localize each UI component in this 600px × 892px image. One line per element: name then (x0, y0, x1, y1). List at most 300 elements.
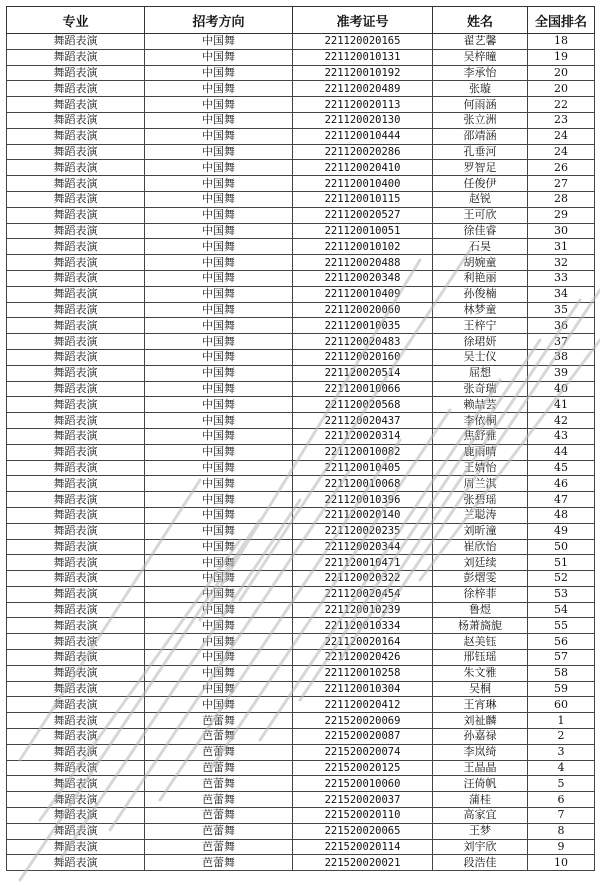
cell-major: 舞蹈表演 (7, 428, 145, 444)
cell-major: 舞蹈表演 (7, 97, 145, 113)
cell-name: 罗智足 (433, 160, 528, 176)
cell-major: 舞蹈表演 (7, 128, 145, 144)
cell-name: 张立洲 (433, 112, 528, 128)
cell-name: 杨萧旖旎 (433, 618, 528, 634)
cell-major: 舞蹈表演 (7, 634, 145, 650)
cell-rank: 3 (528, 744, 595, 760)
table-row (7, 634, 595, 650)
cell-direction: 中国舞 (145, 191, 293, 207)
cell-direction: 中国舞 (145, 539, 293, 555)
cell-rank: 28 (528, 191, 595, 207)
cell-ticket-number: 221120010115 (293, 191, 433, 207)
header-national-rank: 全国排名 (528, 7, 595, 34)
cell-rank: 10 (528, 855, 595, 871)
table-row (7, 413, 595, 429)
cell-name: 任俊伊 (433, 176, 528, 192)
cell-major: 舞蹈表演 (7, 681, 145, 697)
cell-ticket-number: 221120010258 (293, 665, 433, 681)
cell-major: 舞蹈表演 (7, 823, 145, 839)
cell-major: 舞蹈表演 (7, 555, 145, 571)
cell-major: 舞蹈表演 (7, 286, 145, 302)
cell-name: 胡婉童 (433, 255, 528, 271)
cell-name: 周兰淇 (433, 476, 528, 492)
cell-major: 舞蹈表演 (7, 808, 145, 824)
cell-direction: 中国舞 (145, 334, 293, 350)
table-row (7, 428, 595, 444)
table-row (7, 81, 595, 97)
cell-name: 孙嘉禄 (433, 729, 528, 745)
cell-name: 赵锐 (433, 191, 528, 207)
cell-direction: 中国舞 (145, 397, 293, 413)
cell-name: 刘祉麟 (433, 713, 528, 729)
cell-ticket-number: 221520020074 (293, 744, 433, 760)
table-row (7, 191, 595, 207)
header-major: 专业 (7, 7, 145, 34)
cell-rank: 40 (528, 381, 595, 397)
table-row (7, 507, 595, 523)
ranking-sheet (6, 6, 594, 871)
cell-ticket-number: 221120010102 (293, 239, 433, 255)
cell-direction: 中国舞 (145, 81, 293, 97)
cell-ticket-number: 221120020410 (293, 160, 433, 176)
cell-major: 舞蹈表演 (7, 381, 145, 397)
cell-major: 舞蹈表演 (7, 665, 145, 681)
cell-direction: 中国舞 (145, 428, 293, 444)
cell-name: 吴桐 (433, 681, 528, 697)
cell-ticket-number: 221120020348 (293, 270, 433, 286)
cell-rank: 60 (528, 697, 595, 713)
table-row (7, 729, 595, 745)
cell-ticket-number: 221120010400 (293, 176, 433, 192)
cell-rank: 30 (528, 223, 595, 239)
cell-name: 朱文雅 (433, 665, 528, 681)
cell-rank: 4 (528, 760, 595, 776)
cell-direction: 中国舞 (145, 365, 293, 381)
cell-rank: 19 (528, 49, 595, 65)
cell-ticket-number: 221120020164 (293, 634, 433, 650)
cell-major: 舞蹈表演 (7, 413, 145, 429)
cell-major: 舞蹈表演 (7, 365, 145, 381)
cell-rank: 46 (528, 476, 595, 492)
cell-ticket-number: 221120010239 (293, 602, 433, 618)
cell-name: 李依桐 (433, 413, 528, 429)
table-row (7, 539, 595, 555)
cell-ticket-number: 221520020114 (293, 839, 433, 855)
cell-name: 张奇瑞 (433, 381, 528, 397)
cell-ticket-number: 221120020286 (293, 144, 433, 160)
cell-rank: 41 (528, 397, 595, 413)
cell-direction: 中国舞 (145, 444, 293, 460)
header-direction: 招考方向 (145, 7, 293, 34)
table-row (7, 270, 595, 286)
cell-major: 舞蹈表演 (7, 160, 145, 176)
cell-ticket-number: 221120010304 (293, 681, 433, 697)
cell-ticket-number: 221520020021 (293, 855, 433, 871)
table-body (7, 34, 595, 871)
cell-major: 舞蹈表演 (7, 334, 145, 350)
cell-name: 王婧怡 (433, 460, 528, 476)
cell-name: 李承怡 (433, 65, 528, 81)
cell-major: 舞蹈表演 (7, 49, 145, 65)
ranking-table (6, 6, 595, 871)
table-row (7, 713, 595, 729)
table-row (7, 397, 595, 413)
cell-ticket-number: 221120020483 (293, 334, 433, 350)
cell-direction: 中国舞 (145, 97, 293, 113)
cell-direction: 芭蕾舞 (145, 839, 293, 855)
cell-name: 王梓宁 (433, 318, 528, 334)
cell-direction: 中国舞 (145, 112, 293, 128)
cell-major: 舞蹈表演 (7, 112, 145, 128)
cell-name: 赖喆芸 (433, 397, 528, 413)
cell-direction: 中国舞 (145, 34, 293, 50)
cell-rank: 34 (528, 286, 595, 302)
cell-ticket-number: 221120010471 (293, 555, 433, 571)
cell-direction: 中国舞 (145, 697, 293, 713)
cell-name: 屈想 (433, 365, 528, 381)
table-row (7, 223, 595, 239)
table-row (7, 460, 595, 476)
table-row (7, 97, 595, 113)
cell-direction: 中国舞 (145, 586, 293, 602)
cell-name: 徐珺妍 (433, 334, 528, 350)
cell-direction: 中国舞 (145, 492, 293, 508)
cell-rank: 59 (528, 681, 595, 697)
cell-major: 舞蹈表演 (7, 729, 145, 745)
table-row (7, 492, 595, 508)
cell-ticket-number: 221520020087 (293, 729, 433, 745)
cell-rank: 33 (528, 270, 595, 286)
cell-direction: 芭蕾舞 (145, 713, 293, 729)
cell-name: 鲁煜 (433, 602, 528, 618)
cell-name: 刘昕潼 (433, 523, 528, 539)
cell-rank: 9 (528, 839, 595, 855)
cell-name: 兰聪涛 (433, 507, 528, 523)
header-ticket-number: 准考证号 (293, 7, 433, 34)
cell-direction: 芭蕾舞 (145, 776, 293, 792)
cell-major: 舞蹈表演 (7, 792, 145, 808)
table-row (7, 302, 595, 318)
cell-rank: 37 (528, 334, 595, 350)
cell-direction: 中国舞 (145, 571, 293, 587)
table-row (7, 176, 595, 192)
table-row (7, 555, 595, 571)
table-row (7, 586, 595, 602)
cell-ticket-number: 221120020437 (293, 413, 433, 429)
cell-name: 孙俊楠 (433, 286, 528, 302)
cell-ticket-number: 221120020235 (293, 523, 433, 539)
cell-ticket-number: 221120020140 (293, 507, 433, 523)
cell-direction: 中国舞 (145, 128, 293, 144)
cell-major: 舞蹈表演 (7, 744, 145, 760)
table-row (7, 823, 595, 839)
cell-major: 舞蹈表演 (7, 81, 145, 97)
cell-name: 吴梓曈 (433, 49, 528, 65)
cell-rank: 53 (528, 586, 595, 602)
cell-direction: 芭蕾舞 (145, 760, 293, 776)
cell-ticket-number: 221120020314 (293, 428, 433, 444)
cell-rank: 7 (528, 808, 595, 824)
cell-name: 蒲桂 (433, 792, 528, 808)
cell-direction: 中国舞 (145, 302, 293, 318)
cell-name: 何雨涵 (433, 97, 528, 113)
cell-rank: 20 (528, 81, 595, 97)
cell-name: 吴士仪 (433, 349, 528, 365)
cell-direction: 中国舞 (145, 665, 293, 681)
cell-ticket-number: 221120020165 (293, 34, 433, 50)
cell-rank: 22 (528, 97, 595, 113)
cell-rank: 20 (528, 65, 595, 81)
table-row (7, 808, 595, 824)
cell-rank: 50 (528, 539, 595, 555)
cell-name: 翟艺馨 (433, 34, 528, 50)
table-row (7, 65, 595, 81)
table-row (7, 476, 595, 492)
table-row (7, 523, 595, 539)
cell-ticket-number: 221120020514 (293, 365, 433, 381)
cell-direction: 中国舞 (145, 270, 293, 286)
cell-ticket-number: 221120010334 (293, 618, 433, 634)
cell-rank: 57 (528, 650, 595, 666)
cell-major: 舞蹈表演 (7, 239, 145, 255)
cell-direction: 中国舞 (145, 460, 293, 476)
cell-direction: 中国舞 (145, 618, 293, 634)
cell-direction: 芭蕾舞 (145, 808, 293, 824)
table-row (7, 334, 595, 350)
cell-ticket-number: 221120010444 (293, 128, 433, 144)
cell-name: 赵美钰 (433, 634, 528, 650)
cell-name: 高家宜 (433, 808, 528, 824)
cell-name: 孔垂河 (433, 144, 528, 160)
cell-major: 舞蹈表演 (7, 602, 145, 618)
cell-name: 张璇 (433, 81, 528, 97)
cell-major: 舞蹈表演 (7, 476, 145, 492)
table-row (7, 760, 595, 776)
cell-direction: 芭蕾舞 (145, 744, 293, 760)
cell-rank: 42 (528, 413, 595, 429)
cell-major: 舞蹈表演 (7, 65, 145, 81)
cell-direction: 中国舞 (145, 65, 293, 81)
cell-direction: 中国舞 (145, 349, 293, 365)
table-row (7, 128, 595, 144)
cell-ticket-number: 221120010066 (293, 381, 433, 397)
cell-major: 舞蹈表演 (7, 507, 145, 523)
cell-major: 舞蹈表演 (7, 523, 145, 539)
table-row (7, 744, 595, 760)
cell-major: 舞蹈表演 (7, 855, 145, 871)
cell-major: 舞蹈表演 (7, 302, 145, 318)
cell-rank: 44 (528, 444, 595, 460)
table-row (7, 49, 595, 65)
cell-ticket-number: 221120010405 (293, 460, 433, 476)
cell-rank: 32 (528, 255, 595, 271)
cell-rank: 56 (528, 634, 595, 650)
cell-major: 舞蹈表演 (7, 839, 145, 855)
cell-rank: 55 (528, 618, 595, 634)
cell-ticket-number: 221520020125 (293, 760, 433, 776)
cell-major: 舞蹈表演 (7, 207, 145, 223)
cell-rank: 18 (528, 34, 595, 50)
cell-ticket-number: 221520020037 (293, 792, 433, 808)
table-row (7, 618, 595, 634)
cell-major: 舞蹈表演 (7, 760, 145, 776)
table-row (7, 792, 595, 808)
cell-ticket-number: 221120020113 (293, 97, 433, 113)
cell-rank: 29 (528, 207, 595, 223)
cell-major: 舞蹈表演 (7, 618, 145, 634)
cell-ticket-number: 221120020130 (293, 112, 433, 128)
cell-name: 段浩佳 (433, 855, 528, 871)
cell-ticket-number: 221120010192 (293, 65, 433, 81)
cell-major: 舞蹈表演 (7, 650, 145, 666)
cell-direction: 中国舞 (145, 476, 293, 492)
header-row (7, 7, 595, 34)
cell-name: 焦舒雅 (433, 428, 528, 444)
cell-direction: 中国舞 (145, 286, 293, 302)
cell-major: 舞蹈表演 (7, 713, 145, 729)
cell-name: 石昊 (433, 239, 528, 255)
cell-rank: 8 (528, 823, 595, 839)
table-row (7, 776, 595, 792)
cell-rank: 48 (528, 507, 595, 523)
table-row (7, 650, 595, 666)
cell-major: 舞蹈表演 (7, 255, 145, 271)
cell-direction: 芭蕾舞 (145, 729, 293, 745)
table-row (7, 571, 595, 587)
cell-ticket-number: 221120010051 (293, 223, 433, 239)
cell-ticket-number: 221120020488 (293, 255, 433, 271)
cell-direction: 中国舞 (145, 160, 293, 176)
table-row (7, 381, 595, 397)
cell-ticket-number: 221120010131 (293, 49, 433, 65)
cell-rank: 24 (528, 144, 595, 160)
cell-direction: 中国舞 (145, 413, 293, 429)
cell-major: 舞蹈表演 (7, 34, 145, 50)
cell-rank: 49 (528, 523, 595, 539)
cell-ticket-number: 221120020344 (293, 539, 433, 555)
table-row (7, 286, 595, 302)
cell-ticket-number: 221120010396 (293, 492, 433, 508)
cell-name: 刘廷续 (433, 555, 528, 571)
cell-direction: 中国舞 (145, 523, 293, 539)
cell-name: 张碧瑶 (433, 492, 528, 508)
cell-rank: 39 (528, 365, 595, 381)
cell-name: 王可欣 (433, 207, 528, 223)
table-row (7, 144, 595, 160)
cell-name: 汪倚帆 (433, 776, 528, 792)
cell-rank: 35 (528, 302, 595, 318)
cell-name: 王宵琳 (433, 697, 528, 713)
cell-ticket-number: 221120020160 (293, 349, 433, 365)
cell-direction: 中国舞 (145, 555, 293, 571)
cell-name: 邢钰瑶 (433, 650, 528, 666)
table-row (7, 207, 595, 223)
cell-ticket-number: 221120020568 (293, 397, 433, 413)
table-row (7, 602, 595, 618)
table-row (7, 365, 595, 381)
cell-ticket-number: 221520010060 (293, 776, 433, 792)
cell-major: 舞蹈表演 (7, 571, 145, 587)
table-row (7, 839, 595, 855)
cell-ticket-number: 221520020110 (293, 808, 433, 824)
table-row (7, 349, 595, 365)
cell-major: 舞蹈表演 (7, 492, 145, 508)
cell-direction: 中国舞 (145, 239, 293, 255)
cell-rank: 5 (528, 776, 595, 792)
cell-rank: 54 (528, 602, 595, 618)
cell-rank: 38 (528, 349, 595, 365)
cell-major: 舞蹈表演 (7, 586, 145, 602)
table-row (7, 665, 595, 681)
cell-major: 舞蹈表演 (7, 697, 145, 713)
cell-ticket-number: 221120020412 (293, 697, 433, 713)
table-row (7, 697, 595, 713)
cell-name: 彭熠雯 (433, 571, 528, 587)
table-row (7, 444, 595, 460)
cell-name: 崔欣怡 (433, 539, 528, 555)
table-row (7, 681, 595, 697)
cell-rank: 52 (528, 571, 595, 587)
cell-direction: 中国舞 (145, 255, 293, 271)
cell-ticket-number: 221520020069 (293, 713, 433, 729)
cell-name: 鹿雨晴 (433, 444, 528, 460)
table-row (7, 34, 595, 50)
cell-name: 利艳丽 (433, 270, 528, 286)
cell-major: 舞蹈表演 (7, 460, 145, 476)
cell-ticket-number: 221120010035 (293, 318, 433, 334)
cell-direction: 中国舞 (145, 634, 293, 650)
cell-direction: 中国舞 (145, 176, 293, 192)
cell-direction: 中国舞 (145, 207, 293, 223)
cell-rank: 2 (528, 729, 595, 745)
cell-direction: 中国舞 (145, 144, 293, 160)
header-name: 姓名 (433, 7, 528, 34)
cell-direction: 中国舞 (145, 602, 293, 618)
cell-ticket-number: 221120020426 (293, 650, 433, 666)
cell-direction: 中国舞 (145, 681, 293, 697)
cell-direction: 中国舞 (145, 223, 293, 239)
cell-direction: 芭蕾舞 (145, 823, 293, 839)
cell-name: 林梦童 (433, 302, 528, 318)
cell-name: 徐佳睿 (433, 223, 528, 239)
table-row (7, 239, 595, 255)
cell-ticket-number: 221120020322 (293, 571, 433, 587)
cell-rank: 1 (528, 713, 595, 729)
cell-ticket-number: 221520020065 (293, 823, 433, 839)
cell-rank: 6 (528, 792, 595, 808)
cell-name: 徐梓菲 (433, 586, 528, 602)
cell-rank: 47 (528, 492, 595, 508)
cell-name: 邵靖涵 (433, 128, 528, 144)
table-row (7, 318, 595, 334)
cell-name: 刘宇欣 (433, 839, 528, 855)
cell-direction: 中国舞 (145, 49, 293, 65)
cell-ticket-number: 221120020454 (293, 586, 433, 602)
cell-rank: 27 (528, 176, 595, 192)
cell-major: 舞蹈表演 (7, 270, 145, 286)
cell-major: 舞蹈表演 (7, 318, 145, 334)
cell-direction: 芭蕾舞 (145, 855, 293, 871)
cell-rank: 45 (528, 460, 595, 476)
cell-direction: 中国舞 (145, 381, 293, 397)
cell-major: 舞蹈表演 (7, 349, 145, 365)
cell-direction: 中国舞 (145, 318, 293, 334)
cell-major: 舞蹈表演 (7, 223, 145, 239)
cell-rank: 51 (528, 555, 595, 571)
cell-direction: 中国舞 (145, 507, 293, 523)
table-row (7, 160, 595, 176)
cell-major: 舞蹈表演 (7, 144, 145, 160)
